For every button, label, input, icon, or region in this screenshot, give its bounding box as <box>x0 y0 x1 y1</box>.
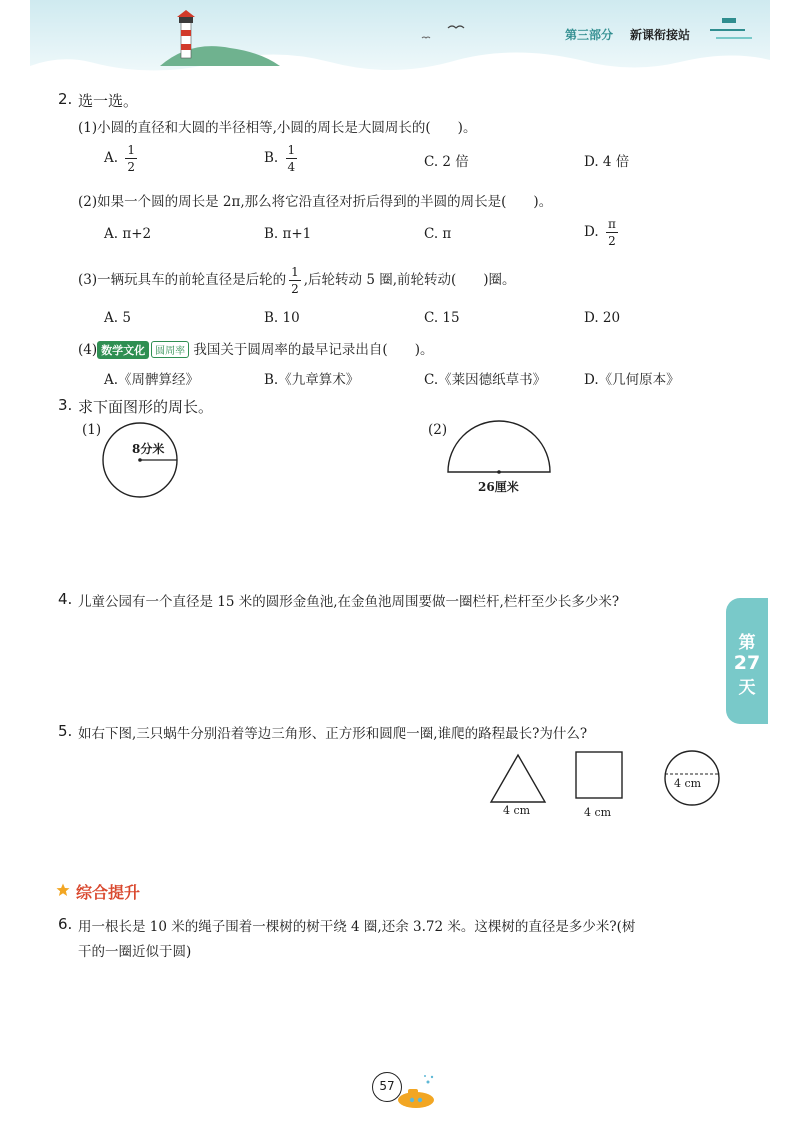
page-number: 57 <box>372 1072 402 1102</box>
q3-figure1-label: (1) <box>82 422 102 438</box>
header-title: 新课衔接站 <box>630 28 691 42</box>
q2-sub4-option-b: B.《九章算术》 <box>264 372 360 388</box>
header-part-label: 第三部分 <box>565 28 614 42</box>
q2-sub3-option-d: D. 20 <box>584 310 621 326</box>
day-side-tab: 第 27 天 <box>726 598 768 724</box>
q6-number: 6. <box>58 915 73 933</box>
q5-triangle-label: 4 cm <box>503 804 531 817</box>
q2-sub3-option-a: A. 5 <box>104 310 131 326</box>
q4-text: 儿童公园有一个直径是 15 米的圆形金鱼池,在金鱼池周围要做一圈栏杆,栏杆至少长多少米? <box>78 594 620 610</box>
q3-title: 求下面图形的周长。 <box>78 398 214 416</box>
q3-figure2-label: (2) <box>428 422 448 438</box>
q3-figure2-semicircle <box>444 420 554 476</box>
q5-triangle <box>488 750 548 806</box>
q2-sub1-option-d: D. 4 倍 <box>584 154 630 170</box>
q5-text: 如右下图,三只蜗牛分别沿着等边三角形、正方形和圆爬一圈,谁爬的路程最长?为什么? <box>78 726 588 742</box>
q2-sub3-option-c: C. 15 <box>424 310 460 326</box>
q2-sub1-text: (1)小圆的直径和大圆的半径相等,小圆的周长是大圆周长的( )。 <box>78 120 477 136</box>
q2-number: 2. <box>58 90 73 108</box>
q2-sub3-option-b: B. 10 <box>264 310 300 326</box>
q2-sub4-option-a: A.《周髀算经》 <box>104 372 200 388</box>
q2-sub4-option-d: D.《几何原本》 <box>584 372 680 388</box>
q2-sub1-option-c: C. 2 倍 <box>424 154 469 170</box>
q2-sub2-option-c: C. π <box>424 226 452 242</box>
pi-tag: 圆周率 <box>151 341 189 358</box>
q2-sub2-option-b: B. π+1 <box>264 226 312 242</box>
q3-figure1-radius: 8分米 <box>132 442 165 456</box>
q2-sub2-text: (2)如果一个圆的周长是 2π,那么将它沿直径对折后得到的半圆的周长是( )。 <box>78 194 553 210</box>
submarine-icon <box>392 1072 440 1112</box>
star-icon <box>56 883 70 897</box>
q5-circle-label: 4 cm <box>674 777 702 790</box>
q2-sub4-text: (4) 数学文化 圆周率 我国关于圆周率的最早记录出自( )。 <box>78 342 434 358</box>
q2-sub3-text: (3)一辆玩具车的前轮直径是后轮的 $\frac{1}{2}$ ,后轮转动 5 圈,前轮转动( )圈。 <box>78 265 516 296</box>
q2-sub2-option-a: A. π+2 <box>104 226 152 242</box>
q3-figure1-circle <box>100 420 200 500</box>
q3-number: 3. <box>58 396 73 414</box>
q3-figure2-diameter: 26厘米 <box>478 480 519 494</box>
q5-square-label: 4 cm <box>584 806 612 819</box>
q2-sub1-option-b: B. $\frac{1}{4}$ <box>264 143 296 174</box>
q2-title: 选一选。 <box>78 92 139 110</box>
section-title: 综合提升 <box>76 883 141 902</box>
q6-line1: 用一根长是 10 米的绳子围着一棵树的树干绕 4 圈,还余 3.72 米。这棵树的直径是多少米?(树 <box>78 919 636 935</box>
page-header <box>30 0 770 78</box>
q2-sub4-option-c: C.《莱因德纸草书》 <box>424 372 547 388</box>
q2-sub1-option-a: A. $\frac{1}{2}$ <box>104 143 135 174</box>
q4-number: 4. <box>58 590 73 608</box>
q2-sub2-option-d: D. $\frac{\pi}{2}$ <box>584 217 616 248</box>
q5-square <box>574 750 624 802</box>
q6-line2: 干的一圈近似于圆) <box>78 944 192 960</box>
math-culture-tag: 数学文化 <box>97 341 149 359</box>
q5-number: 5. <box>58 722 73 740</box>
